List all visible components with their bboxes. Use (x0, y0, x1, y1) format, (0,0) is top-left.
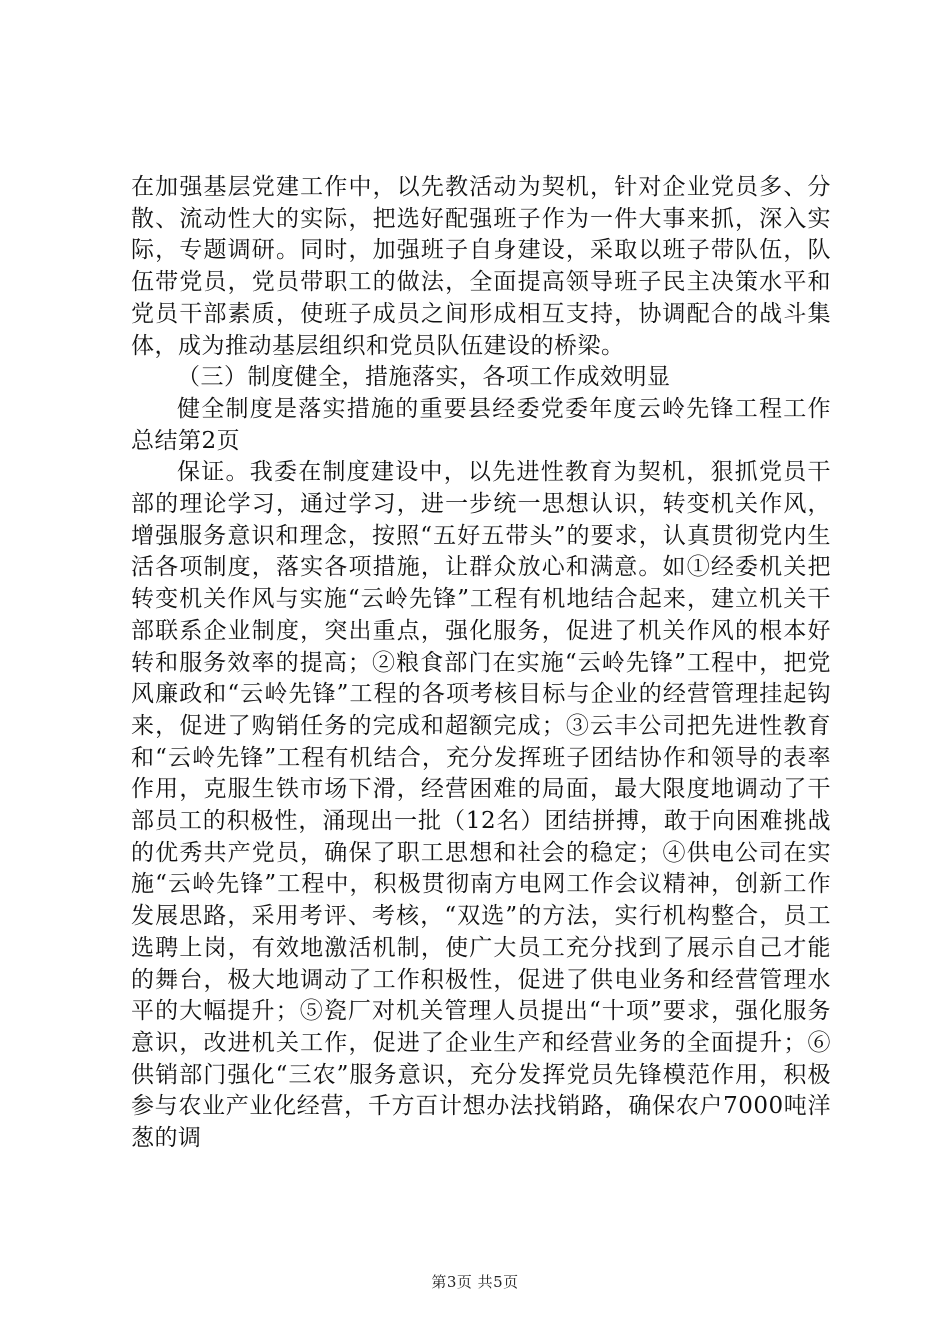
page-footer: 第3页 共5页 (431, 1273, 519, 1291)
paragraph-system-intro: 健全制度是落实措施的重要县经委党委年度云岭先锋工程工作总结第2页 (131, 395, 831, 454)
section-heading-three: （三）制度健全，措施落实，各项工作成效明显 (177, 364, 671, 391)
paragraph-party-building: 在加强基层党建工作中，以先教活动为契机，针对企业党员多、分散、流动性大的实际，把选好配强班子作为一件大事来抓，深入实际，专题调研。同时，加强班子自身建设，采取以班子带队伍，队伍带党员，党员带职工的做法，全面提高领导班子民主决策水平和党员干部素质，使班子成员之间形成相互支持，协调配合的战斗集体，成为推动基层组织和党员队伍建设的桥梁。 (131, 174, 831, 359)
paragraph-system-details: 保证。我委在制度建设中，以先进性教育为契机，狠抓党员干部的理论学习，通过学习，进一步统一思想认识，转变机关作风，增强服务意识和理念，按照“五好五带头”的要求，认真贯彻党内生活各项制度，落实各项措施，让群众放心和满意。如①经委机关把转变机关作风与实施“云岭先锋”工程有机地结合起来，建立机关干部联系企业制度，突出重点，强化服务，促进了机关作风的根本好转和服务效率的提高；②粮食部门在实施“云岭先锋”工程中，把党风廉政和“云岭先锋”工程的各项考核目标与企业的经营管理挂起钩来，促进了购销任务的完成和超额完成；③云丰公司把先进性教育和“云岭先锋”工程有机结合，充分发挥班子团结协作和领导的表率作用，克服生铁市场下滑，经营困难的局面，最大限度地调动了干部员工的积极性，涌现出一批（12名）团结拼搏，敢于向困难挑战的优秀共产党员，确保了职工思想和社会的稳定；④供电公司在实施“云岭先锋”工程中，积极贯彻南方电网工作会议精神，创新工作发展思路，采用考评、考核，“双选”的方法，实行机构整合，员工选聘上岗，有效地激活机制，使广大员工充分找到了展示自己才能的舞台，极大地调动了工作积极性，促进了供电业务和经营管理水平的大幅提升；⑤瓷厂对机关管理人员提出“十项”要求，强化服务意识，改进机关工作，促进了企业生产和经营业务的全面提升；⑥供销部门强化“三农”服务意识，充分发挥党员先锋模范作用，积极参与农业产业化经营，千方百计想办法找销路，确保农户7000吨洋葱的调 (131, 459, 831, 1152)
document-body (131, 172, 831, 1155)
